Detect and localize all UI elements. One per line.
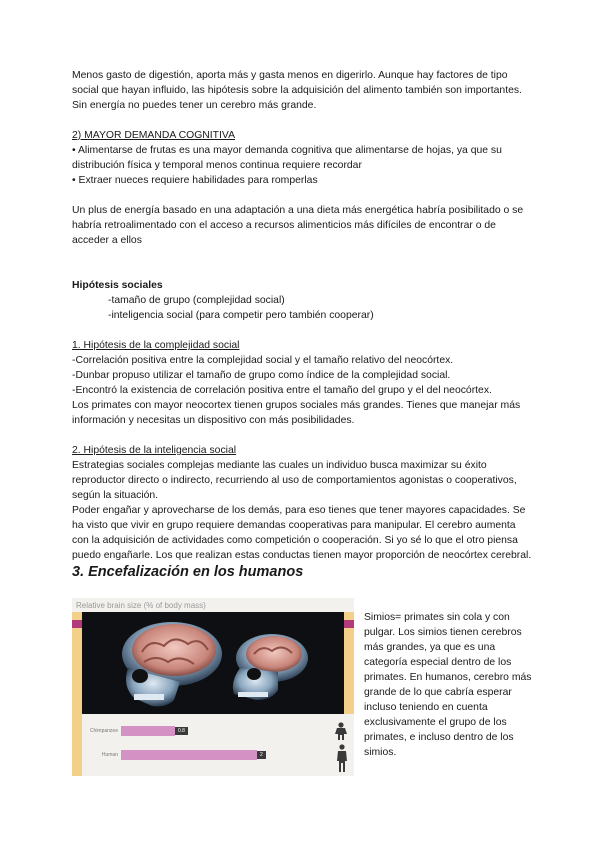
section-heading-encefalizacion: 3. Encefalización en los humanos <box>72 564 304 580</box>
paragraph-enganar: Poder engañar y aprovecharse de los demás, para eso tienes que tener mayores capacidades. Se ha visto que vivir en grupo requiere demandas cooperativas para manipular. El cerebro aumenta con la adquisición de actividades como competición o cooperación. Si yo sé lo que el otro piensa puedo engañarle. Los que realizan estas conductas tienen mayor proporción de neocórtex cerebral. <box>72 505 532 561</box>
item-tamano-grupo: -tamaño de grupo (complejidad social) <box>108 295 285 306</box>
brain-size-figure <box>72 598 354 776</box>
heading-complejidad-social: 1. Hipótesis de la complejidad social <box>72 340 240 351</box>
skulls-photo <box>72 612 354 714</box>
bar-label-chimpanzee: Chimpanzee <box>89 728 118 734</box>
bar-value-chimpanzee: 0.8 <box>175 727 188 735</box>
heading-hipotesis-sociales: Hipótesis sociales <box>72 280 163 291</box>
line-dunbar: -Dunbar propuso utilizar el tamaño de grupo como índice de la complejidad social. <box>72 370 451 381</box>
paragraph-simios: Simios= primates sin cola y con pulgar. Los simios tienen cerebros más grandes, ya que es una categoría especial dentro de los primates. En humanos, cerebro más grande de lo que cabría esperar incluso teniendo en cuenta exclusivamente el grupo de los primates, e incluso dentro de los simios. <box>364 612 532 759</box>
bar-value-human: 2 <box>257 751 266 759</box>
line-encontro: -Encontró la existencia de correlación positiva entre el tamaño del grupo y el del neocórtex. <box>72 385 492 396</box>
heading-inteligencia-social: 2. Hipótesis de la inteligencia social <box>72 445 237 456</box>
paragraph-digestion: Menos gasto de digestión, aporta más y gasta menos en digerirlo. Aunque hay factores de tipo social que hayan influido, las hipótesis sobre la adquisición del alimento también son importantes. Sin energía no puedes tener un cerebro más grande. <box>72 70 522 111</box>
paragraph-estrategias: Estrategias sociales complejas mediante las cuales un individuo busca maximizar su éxito reproductor directo o indirecto, recurriendo al uso de comportamientos agonistas o cooperativos, según la situación. <box>72 460 517 501</box>
bar-label-human: Human <box>101 752 118 758</box>
document-body <box>72 68 532 581</box>
paragraph-primates-neocortex: Los primates con mayor neocortex tienen grupos sociales más grandes. Tienes que manejar más información y necesitas un dispositivo con más posibilidades. <box>72 400 521 426</box>
bar-row-chimpanzee <box>86 725 188 737</box>
chimpanzee-silhouette-icon <box>334 722 348 740</box>
figure-bar-area <box>72 714 354 776</box>
figure-row <box>72 598 532 776</box>
human-silhouette-icon <box>336 744 348 772</box>
item-inteligencia-social: -inteligencia social (para competir pero también cooperar) <box>108 310 374 321</box>
figure-accent-left <box>72 620 82 628</box>
human-skull-icon <box>122 622 222 706</box>
bar-row-human <box>86 749 266 761</box>
bullet-frutas: • Alimentarse de frutas es una mayor demanda cognitiva que alimentarse de hojas, ya que su distribución física y temporal menos continua requiere recordar <box>72 145 502 171</box>
bar-human <box>121 750 257 760</box>
bullet-nueces: • Extraer nueces requiere habilidades para romperlas <box>72 175 318 186</box>
chimpanzee-skull-icon <box>233 634 308 700</box>
figure-caption: Relative brain size (% of body mass) <box>76 601 206 610</box>
bar-chimpanzee <box>121 726 175 736</box>
heading-mayor-demanda: 2) MAYOR DEMANDA COGNITIVA <box>72 130 235 141</box>
figure-bar-area-side <box>72 714 82 776</box>
figure-accent-right <box>344 620 354 628</box>
line-correlacion: -Correlación positiva entre la complejidad social y el tamaño relativo del neocórtex. <box>72 355 454 366</box>
paragraph-plus-energia: Un plus de energía basado en una adaptación a una dieta más energética habría posibilitado o se habría retroalimentado con el acceso a recursos alimenticios más difíciles de encontrar o de acceder a ellos <box>72 205 524 246</box>
